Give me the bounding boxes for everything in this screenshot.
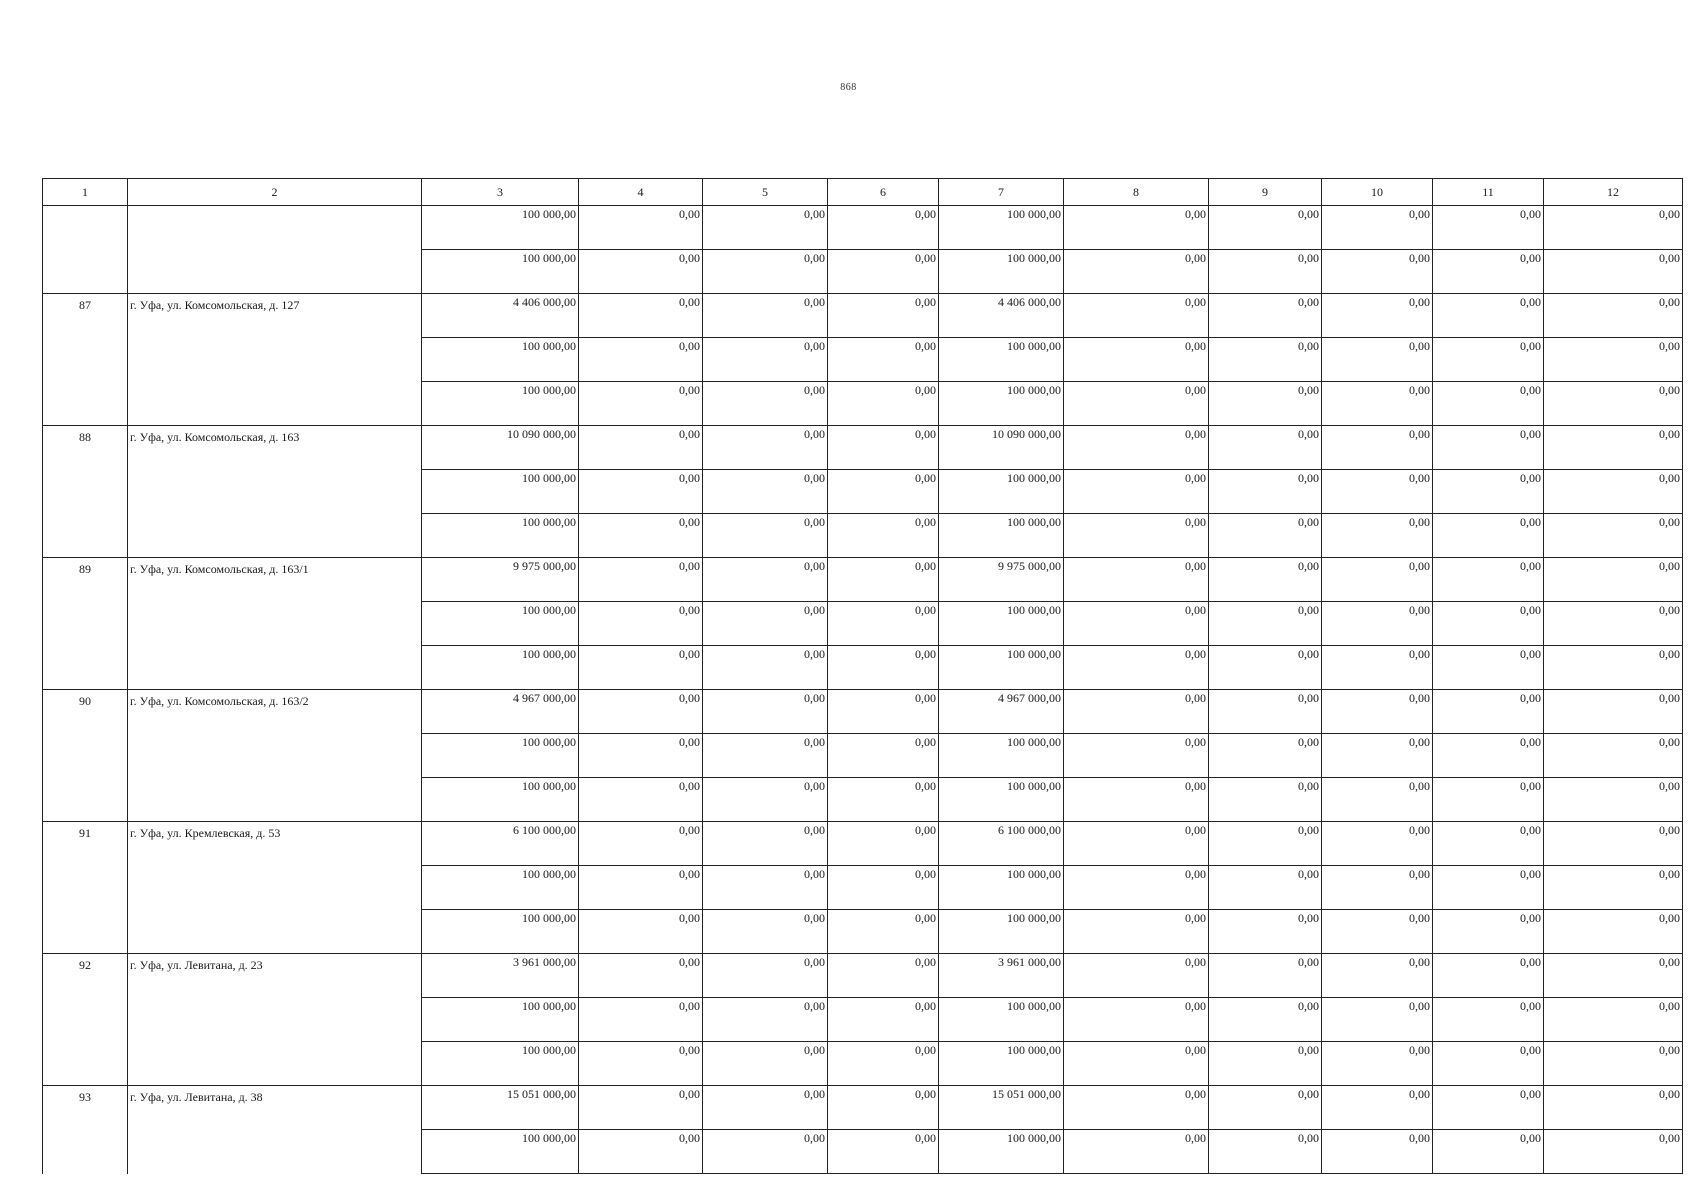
- value-cell-col-11: 0,00: [1433, 690, 1544, 734]
- value-cell-col-10: 0,00: [1322, 470, 1433, 514]
- value-cell-col-5: 0,00: [703, 954, 828, 998]
- value-cell-col-11: 0,00: [1433, 778, 1544, 822]
- value-cell-col-11: 0,00: [1433, 1042, 1544, 1086]
- value-cell-col-6: 0,00: [828, 1130, 939, 1174]
- value-cell-col-3: 100 000,00: [422, 1042, 579, 1086]
- address-cell: [128, 206, 422, 294]
- value-cell-col-5: 0,00: [703, 690, 828, 734]
- value-cell-col-12: 0,00: [1544, 866, 1683, 910]
- value-cell-col-10: 0,00: [1322, 426, 1433, 470]
- value-cell-col-4: 0,00: [579, 954, 703, 998]
- value-cell-col-7: 6 100 000,00: [939, 822, 1064, 866]
- value-cell-col-9: 0,00: [1209, 294, 1322, 338]
- value-cell-col-5: 0,00: [703, 778, 828, 822]
- value-cell-col-5: 0,00: [703, 382, 828, 426]
- value-cell-col-5: 0,00: [703, 470, 828, 514]
- value-cell-col-8: 0,00: [1064, 822, 1209, 866]
- value-cell-col-9: 0,00: [1209, 558, 1322, 602]
- value-cell-col-8: 0,00: [1064, 1042, 1209, 1086]
- value-cell-col-7: 100 000,00: [939, 778, 1064, 822]
- value-cell-col-5: 0,00: [703, 910, 828, 954]
- value-cell-col-5: 0,00: [703, 514, 828, 558]
- address-cell: г. Уфа, ул. Левитана, д. 38: [128, 1086, 422, 1174]
- value-cell-col-6: 0,00: [828, 690, 939, 734]
- value-cell-col-9: 0,00: [1209, 998, 1322, 1042]
- value-cell-col-12: 0,00: [1544, 558, 1683, 602]
- value-cell-col-6: 0,00: [828, 910, 939, 954]
- value-cell-col-12: 0,00: [1544, 1086, 1683, 1130]
- table-header: [43, 179, 1683, 206]
- address-cell: г. Уфа, ул. Комсомольская, д. 127: [128, 294, 422, 426]
- value-cell-col-4: 0,00: [579, 1042, 703, 1086]
- address-cell: г. Уфа, ул. Комсомольская, д. 163: [128, 426, 422, 558]
- table-body: [43, 206, 1683, 1174]
- value-cell-col-6: 0,00: [828, 998, 939, 1042]
- value-cell-col-3: 6 100 000,00: [422, 822, 579, 866]
- value-cell-col-10: 0,00: [1322, 382, 1433, 426]
- value-cell-col-8: 0,00: [1064, 514, 1209, 558]
- value-cell-col-8: 0,00: [1064, 690, 1209, 734]
- value-cell-col-10: 0,00: [1322, 1086, 1433, 1130]
- value-cell-col-4: 0,00: [579, 338, 703, 382]
- value-cell-col-3: 100 000,00: [422, 382, 579, 426]
- value-cell-col-8: 0,00: [1064, 382, 1209, 426]
- row-number-cell: 93: [43, 1086, 128, 1174]
- value-cell-col-10: 0,00: [1322, 294, 1433, 338]
- value-cell-col-3: 100 000,00: [422, 514, 579, 558]
- value-cell-col-9: 0,00: [1209, 822, 1322, 866]
- value-cell-col-3: 4 967 000,00: [422, 690, 579, 734]
- table-row: [43, 822, 1683, 866]
- value-cell-col-11: 0,00: [1433, 954, 1544, 998]
- value-cell-col-10: 0,00: [1322, 734, 1433, 778]
- value-cell-col-10: 0,00: [1322, 866, 1433, 910]
- value-cell-col-10: 0,00: [1322, 1130, 1433, 1174]
- value-cell-col-6: 0,00: [828, 294, 939, 338]
- value-cell-col-10: 0,00: [1322, 558, 1433, 602]
- value-cell-col-4: 0,00: [579, 1086, 703, 1130]
- table-row: [43, 294, 1683, 338]
- value-cell-col-4: 0,00: [579, 734, 703, 778]
- value-cell-col-11: 0,00: [1433, 514, 1544, 558]
- value-cell-col-10: 0,00: [1322, 910, 1433, 954]
- value-cell-col-7: 100 000,00: [939, 206, 1064, 250]
- value-cell-col-6: 0,00: [828, 734, 939, 778]
- value-cell-col-12: 0,00: [1544, 822, 1683, 866]
- value-cell-col-6: 0,00: [828, 866, 939, 910]
- value-cell-col-4: 0,00: [579, 910, 703, 954]
- value-cell-col-7: 15 051 000,00: [939, 1086, 1064, 1130]
- value-cell-col-6: 0,00: [828, 514, 939, 558]
- value-cell-col-7: 100 000,00: [939, 998, 1064, 1042]
- value-cell-col-4: 0,00: [579, 294, 703, 338]
- value-cell-col-7: 9 975 000,00: [939, 558, 1064, 602]
- row-number-cell: 90: [43, 690, 128, 822]
- value-cell-col-7: 100 000,00: [939, 338, 1064, 382]
- value-cell-col-11: 0,00: [1433, 382, 1544, 426]
- value-cell-col-9: 0,00: [1209, 338, 1322, 382]
- value-cell-col-9: 0,00: [1209, 866, 1322, 910]
- address-cell: г. Уфа, ул. Комсомольская, д. 163/2: [128, 690, 422, 822]
- value-cell-col-7: 100 000,00: [939, 646, 1064, 690]
- value-cell-col-9: 0,00: [1209, 250, 1322, 294]
- value-cell-col-12: 0,00: [1544, 910, 1683, 954]
- value-cell-col-3: 100 000,00: [422, 1130, 579, 1174]
- value-cell-col-12: 0,00: [1544, 250, 1683, 294]
- column-header-9: 9: [1209, 179, 1322, 206]
- row-number-cell: 88: [43, 426, 128, 558]
- value-cell-col-4: 0,00: [579, 426, 703, 470]
- value-cell-col-4: 0,00: [579, 1130, 703, 1174]
- value-cell-col-3: 100 000,00: [422, 778, 579, 822]
- page-number: 868: [840, 82, 857, 93]
- table-row: [43, 1086, 1683, 1130]
- value-cell-col-12: 0,00: [1544, 734, 1683, 778]
- value-cell-col-6: 0,00: [828, 470, 939, 514]
- value-cell-col-9: 0,00: [1209, 426, 1322, 470]
- row-number-cell: 89: [43, 558, 128, 690]
- value-cell-col-5: 0,00: [703, 1086, 828, 1130]
- value-cell-col-11: 0,00: [1433, 338, 1544, 382]
- value-cell-col-12: 0,00: [1544, 470, 1683, 514]
- value-cell-col-9: 0,00: [1209, 382, 1322, 426]
- value-cell-col-6: 0,00: [828, 558, 939, 602]
- value-cell-col-4: 0,00: [579, 866, 703, 910]
- value-cell-col-9: 0,00: [1209, 470, 1322, 514]
- value-cell-col-7: 4 406 000,00: [939, 294, 1064, 338]
- value-cell-col-6: 0,00: [828, 1086, 939, 1130]
- value-cell-col-6: 0,00: [828, 646, 939, 690]
- value-cell-col-10: 0,00: [1322, 778, 1433, 822]
- value-cell-col-3: 100 000,00: [422, 910, 579, 954]
- value-cell-col-6: 0,00: [828, 778, 939, 822]
- value-cell-col-11: 0,00: [1433, 734, 1544, 778]
- value-cell-col-5: 0,00: [703, 646, 828, 690]
- value-cell-col-8: 0,00: [1064, 206, 1209, 250]
- value-cell-col-8: 0,00: [1064, 602, 1209, 646]
- value-cell-col-4: 0,00: [579, 470, 703, 514]
- value-cell-col-6: 0,00: [828, 822, 939, 866]
- value-cell-col-12: 0,00: [1544, 1130, 1683, 1174]
- value-cell-col-4: 0,00: [579, 646, 703, 690]
- value-cell-col-8: 0,00: [1064, 250, 1209, 294]
- value-cell-col-4: 0,00: [579, 382, 703, 426]
- value-cell-col-8: 0,00: [1064, 646, 1209, 690]
- value-cell-col-8: 0,00: [1064, 558, 1209, 602]
- value-cell-col-8: 0,00: [1064, 338, 1209, 382]
- value-cell-col-12: 0,00: [1544, 998, 1683, 1042]
- value-cell-col-11: 0,00: [1433, 822, 1544, 866]
- value-cell-col-11: 0,00: [1433, 1086, 1544, 1130]
- value-cell-col-6: 0,00: [828, 954, 939, 998]
- value-cell-col-4: 0,00: [579, 998, 703, 1042]
- value-cell-col-5: 0,00: [703, 822, 828, 866]
- value-cell-col-3: 100 000,00: [422, 866, 579, 910]
- value-cell-col-12: 0,00: [1544, 602, 1683, 646]
- value-cell-col-6: 0,00: [828, 1042, 939, 1086]
- value-cell-col-8: 0,00: [1064, 734, 1209, 778]
- value-cell-col-7: 100 000,00: [939, 910, 1064, 954]
- value-cell-col-6: 0,00: [828, 382, 939, 426]
- value-cell-col-7: 100 000,00: [939, 382, 1064, 426]
- value-cell-col-3: 100 000,00: [422, 602, 579, 646]
- value-cell-col-3: 100 000,00: [422, 338, 579, 382]
- value-cell-col-4: 0,00: [579, 250, 703, 294]
- value-cell-col-8: 0,00: [1064, 1086, 1209, 1130]
- row-number-cell: 87: [43, 294, 128, 426]
- value-cell-col-11: 0,00: [1433, 426, 1544, 470]
- value-cell-col-11: 0,00: [1433, 294, 1544, 338]
- value-cell-col-4: 0,00: [579, 602, 703, 646]
- value-cell-col-12: 0,00: [1544, 338, 1683, 382]
- column-header-6: 6: [828, 179, 939, 206]
- value-cell-col-3: 100 000,00: [422, 998, 579, 1042]
- value-cell-col-6: 0,00: [828, 426, 939, 470]
- value-cell-col-3: 4 406 000,00: [422, 294, 579, 338]
- value-cell-col-10: 0,00: [1322, 822, 1433, 866]
- value-cell-col-5: 0,00: [703, 1130, 828, 1174]
- value-cell-col-3: 100 000,00: [422, 646, 579, 690]
- value-cell-col-10: 0,00: [1322, 206, 1433, 250]
- value-cell-col-10: 0,00: [1322, 338, 1433, 382]
- value-cell-col-5: 0,00: [703, 206, 828, 250]
- value-cell-col-5: 0,00: [703, 866, 828, 910]
- value-cell-col-3: 15 051 000,00: [422, 1086, 579, 1130]
- value-cell-col-10: 0,00: [1322, 954, 1433, 998]
- value-cell-col-12: 0,00: [1544, 514, 1683, 558]
- value-cell-col-5: 0,00: [703, 294, 828, 338]
- value-cell-col-4: 0,00: [579, 206, 703, 250]
- value-cell-col-8: 0,00: [1064, 778, 1209, 822]
- value-cell-col-3: 3 961 000,00: [422, 954, 579, 998]
- data-table: [42, 178, 1683, 1174]
- value-cell-col-10: 0,00: [1322, 646, 1433, 690]
- value-cell-col-3: 100 000,00: [422, 734, 579, 778]
- header-row: [43, 179, 1683, 206]
- value-cell-col-12: 0,00: [1544, 1042, 1683, 1086]
- value-cell-col-4: 0,00: [579, 778, 703, 822]
- table-row: [43, 206, 1683, 250]
- value-cell-col-7: 100 000,00: [939, 1130, 1064, 1174]
- value-cell-col-12: 0,00: [1544, 690, 1683, 734]
- value-cell-col-8: 0,00: [1064, 866, 1209, 910]
- value-cell-col-3: 100 000,00: [422, 470, 579, 514]
- value-cell-col-12: 0,00: [1544, 426, 1683, 470]
- value-cell-col-10: 0,00: [1322, 514, 1433, 558]
- column-header-11: 11: [1433, 179, 1544, 206]
- address-cell: г. Уфа, ул. Кремлевская, д. 53: [128, 822, 422, 954]
- value-cell-col-6: 0,00: [828, 602, 939, 646]
- value-cell-col-7: 100 000,00: [939, 734, 1064, 778]
- column-header-5: 5: [703, 179, 828, 206]
- value-cell-col-9: 0,00: [1209, 778, 1322, 822]
- value-cell-col-5: 0,00: [703, 1042, 828, 1086]
- value-cell-col-9: 0,00: [1209, 910, 1322, 954]
- value-cell-col-9: 0,00: [1209, 646, 1322, 690]
- value-cell-col-8: 0,00: [1064, 954, 1209, 998]
- value-cell-col-5: 0,00: [703, 426, 828, 470]
- value-cell-col-7: 4 967 000,00: [939, 690, 1064, 734]
- column-header-2: 2: [128, 179, 422, 206]
- value-cell-col-5: 0,00: [703, 250, 828, 294]
- value-cell-col-11: 0,00: [1433, 470, 1544, 514]
- value-cell-col-12: 0,00: [1544, 954, 1683, 998]
- value-cell-col-10: 0,00: [1322, 602, 1433, 646]
- value-cell-col-5: 0,00: [703, 734, 828, 778]
- column-header-10: 10: [1322, 179, 1433, 206]
- value-cell-col-7: 3 961 000,00: [939, 954, 1064, 998]
- value-cell-col-3: 100 000,00: [422, 206, 579, 250]
- value-cell-col-7: 100 000,00: [939, 250, 1064, 294]
- value-cell-col-4: 0,00: [579, 690, 703, 734]
- value-cell-col-9: 0,00: [1209, 690, 1322, 734]
- value-cell-col-9: 0,00: [1209, 954, 1322, 998]
- value-cell-col-9: 0,00: [1209, 514, 1322, 558]
- value-cell-col-8: 0,00: [1064, 1130, 1209, 1174]
- table-row: [43, 426, 1683, 470]
- address-cell: г. Уфа, ул. Комсомольская, д. 163/1: [128, 558, 422, 690]
- value-cell-col-6: 0,00: [828, 338, 939, 382]
- table-row: [43, 954, 1683, 998]
- value-cell-col-7: 100 000,00: [939, 514, 1064, 558]
- row-number-cell: 91: [43, 822, 128, 954]
- value-cell-col-4: 0,00: [579, 514, 703, 558]
- value-cell-col-6: 0,00: [828, 250, 939, 294]
- value-cell-col-3: 100 000,00: [422, 250, 579, 294]
- value-cell-col-5: 0,00: [703, 998, 828, 1042]
- value-cell-col-9: 0,00: [1209, 1086, 1322, 1130]
- value-cell-col-4: 0,00: [579, 822, 703, 866]
- value-cell-col-8: 0,00: [1064, 294, 1209, 338]
- value-cell-col-5: 0,00: [703, 602, 828, 646]
- value-cell-col-11: 0,00: [1433, 866, 1544, 910]
- value-cell-col-3: 9 975 000,00: [422, 558, 579, 602]
- value-cell-col-4: 0,00: [579, 558, 703, 602]
- value-cell-col-5: 0,00: [703, 338, 828, 382]
- value-cell-col-10: 0,00: [1322, 998, 1433, 1042]
- value-cell-col-11: 0,00: [1433, 910, 1544, 954]
- table-row: [43, 558, 1683, 602]
- column-header-1: 1: [43, 179, 128, 206]
- value-cell-col-7: 100 000,00: [939, 866, 1064, 910]
- value-cell-col-11: 0,00: [1433, 250, 1544, 294]
- value-cell-col-10: 0,00: [1322, 690, 1433, 734]
- value-cell-col-3: 10 090 000,00: [422, 426, 579, 470]
- value-cell-col-7: 100 000,00: [939, 1042, 1064, 1086]
- value-cell-col-9: 0,00: [1209, 1130, 1322, 1174]
- column-header-4: 4: [579, 179, 703, 206]
- value-cell-col-10: 0,00: [1322, 250, 1433, 294]
- value-cell-col-12: 0,00: [1544, 294, 1683, 338]
- value-cell-col-10: 0,00: [1322, 1042, 1433, 1086]
- value-cell-col-7: 100 000,00: [939, 602, 1064, 646]
- column-header-7: 7: [939, 179, 1064, 206]
- value-cell-col-11: 0,00: [1433, 646, 1544, 690]
- row-number-cell: 92: [43, 954, 128, 1086]
- value-cell-col-11: 0,00: [1433, 206, 1544, 250]
- value-cell-col-11: 0,00: [1433, 602, 1544, 646]
- value-cell-col-11: 0,00: [1433, 1130, 1544, 1174]
- value-cell-col-7: 10 090 000,00: [939, 426, 1064, 470]
- value-cell-col-8: 0,00: [1064, 426, 1209, 470]
- value-cell-col-12: 0,00: [1544, 646, 1683, 690]
- value-cell-col-8: 0,00: [1064, 910, 1209, 954]
- value-cell-col-9: 0,00: [1209, 734, 1322, 778]
- value-cell-col-12: 0,00: [1544, 382, 1683, 426]
- value-cell-col-9: 0,00: [1209, 1042, 1322, 1086]
- value-cell-col-8: 0,00: [1064, 470, 1209, 514]
- value-cell-col-12: 0,00: [1544, 778, 1683, 822]
- value-cell-col-5: 0,00: [703, 558, 828, 602]
- column-header-3: 3: [422, 179, 579, 206]
- value-cell-col-11: 0,00: [1433, 558, 1544, 602]
- value-cell-col-12: 0,00: [1544, 206, 1683, 250]
- table-row: [43, 690, 1683, 734]
- address-cell: г. Уфа, ул. Левитана, д. 23: [128, 954, 422, 1086]
- row-number-cell: [43, 206, 128, 294]
- value-cell-col-9: 0,00: [1209, 206, 1322, 250]
- column-header-12: 12: [1544, 179, 1683, 206]
- value-cell-col-8: 0,00: [1064, 998, 1209, 1042]
- value-cell-col-6: 0,00: [828, 206, 939, 250]
- value-cell-col-9: 0,00: [1209, 602, 1322, 646]
- value-cell-col-7: 100 000,00: [939, 470, 1064, 514]
- value-cell-col-11: 0,00: [1433, 998, 1544, 1042]
- column-header-8: 8: [1064, 179, 1209, 206]
